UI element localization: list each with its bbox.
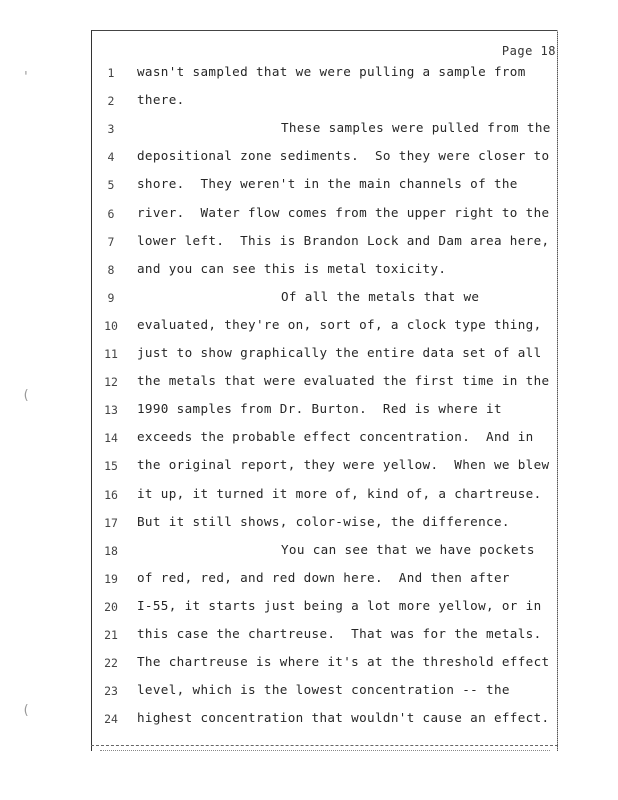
transcript-line (0, 287, 618, 315)
margin-mark: ( (22, 388, 30, 403)
transcript-line (0, 596, 618, 624)
line-text: wasn't sampled that we were pulling a sample from (137, 64, 526, 79)
transcript-line (0, 540, 618, 568)
page-number: Page 18 (501, 44, 556, 58)
line-text: just to show graphically the entire data set of all (137, 345, 542, 360)
line-text: These samples were pulled from the (281, 120, 551, 136)
line-text: the metals that were evaluated the first time in the (137, 373, 550, 389)
transcript-line (0, 652, 618, 680)
line-number: 12 (104, 375, 118, 390)
transcript-line (0, 315, 618, 343)
line-number: 14 (104, 431, 118, 446)
transcript-line (0, 90, 618, 118)
transcript-line (0, 708, 618, 736)
line-number: 24 (104, 712, 118, 727)
transcript-line (0, 118, 618, 146)
line-text: level, which is the lowest concentration -- the (137, 682, 510, 698)
line-text: Of all the metals that we (281, 288, 480, 304)
line-number: 9 (107, 290, 115, 305)
line-text: the original report, they were yellow. When we blew (137, 457, 550, 473)
line-number: 10 (104, 318, 118, 333)
transcript-line (0, 62, 618, 90)
line-text: evaluated, they're on, sort of, a clock type thing, (137, 316, 542, 332)
margin-mark: ' (22, 70, 30, 85)
transcript-line (0, 568, 618, 596)
line-text: You can see that we have pockets (281, 541, 535, 557)
line-number: 20 (104, 599, 118, 614)
line-number: 5 (107, 178, 115, 193)
line-number: 16 (104, 487, 118, 502)
line-text: of red, red, and red down here. And then after (137, 569, 510, 585)
line-number: 23 (104, 684, 118, 699)
line-text: 1990 samples from Dr. Burton. Red is where it (137, 401, 502, 417)
transcript-line (0, 680, 618, 708)
line-number: 13 (104, 403, 118, 418)
transcript-line (0, 455, 618, 483)
line-number: 21 (104, 628, 118, 642)
line-text: exceeds the probable effect concentration. And in (137, 429, 534, 445)
line-number: 18 (104, 543, 118, 558)
line-text: this case the chartreuse. That was for the metals. (137, 626, 542, 641)
line-text: lower left. This is Brandon Lock and Dam area here, (137, 232, 550, 248)
bottom-rule (91, 745, 558, 746)
line-text: there. (137, 92, 185, 108)
line-number: 19 (104, 571, 118, 586)
line-number: 11 (104, 347, 118, 361)
line-text: The chartreuse is where it's at the threshold effect (137, 654, 550, 670)
line-text: I-55, it starts just being a lot more yellow, or in (137, 597, 542, 613)
line-number: 6 (107, 206, 115, 221)
line-number: 3 (107, 122, 115, 137)
line-number: 17 (104, 515, 118, 530)
transcript-line (0, 146, 618, 174)
line-number: 8 (107, 262, 115, 277)
transcript-line (0, 399, 618, 427)
line-number: 7 (107, 234, 115, 249)
line-text: depositional zone sediments. So they were closer to (137, 148, 550, 164)
line-number: 22 (104, 656, 118, 671)
transcript-line (0, 174, 618, 202)
bottom-rule-secondary (100, 750, 550, 751)
line-number: 4 (107, 150, 115, 165)
line-text: river. Water flow comes from the upper right to the (137, 204, 550, 220)
transcript-line (0, 512, 618, 540)
transcript-line (0, 371, 618, 399)
line-text: shore. They weren't in the main channels of the (137, 176, 518, 192)
line-text: it up, it turned it more of, kind of, a chartreuse. (137, 485, 542, 501)
line-number: 15 (104, 459, 118, 474)
transcript-line (0, 624, 618, 652)
transcript-line (0, 427, 618, 455)
transcript-line (0, 203, 618, 231)
margin-mark: ( (22, 703, 30, 718)
line-text: and you can see this is metal toxicity. (137, 260, 447, 276)
transcript-line (0, 231, 618, 259)
line-text: highest concentration that wouldn't cause an effect. (137, 710, 550, 726)
transcript-line (0, 484, 618, 512)
line-number: 1 (107, 66, 115, 80)
transcript-line (0, 259, 618, 287)
line-text: But it still shows, color-wise, the difference. (137, 513, 510, 529)
line-number: 2 (107, 94, 115, 109)
transcript-line (0, 343, 618, 371)
